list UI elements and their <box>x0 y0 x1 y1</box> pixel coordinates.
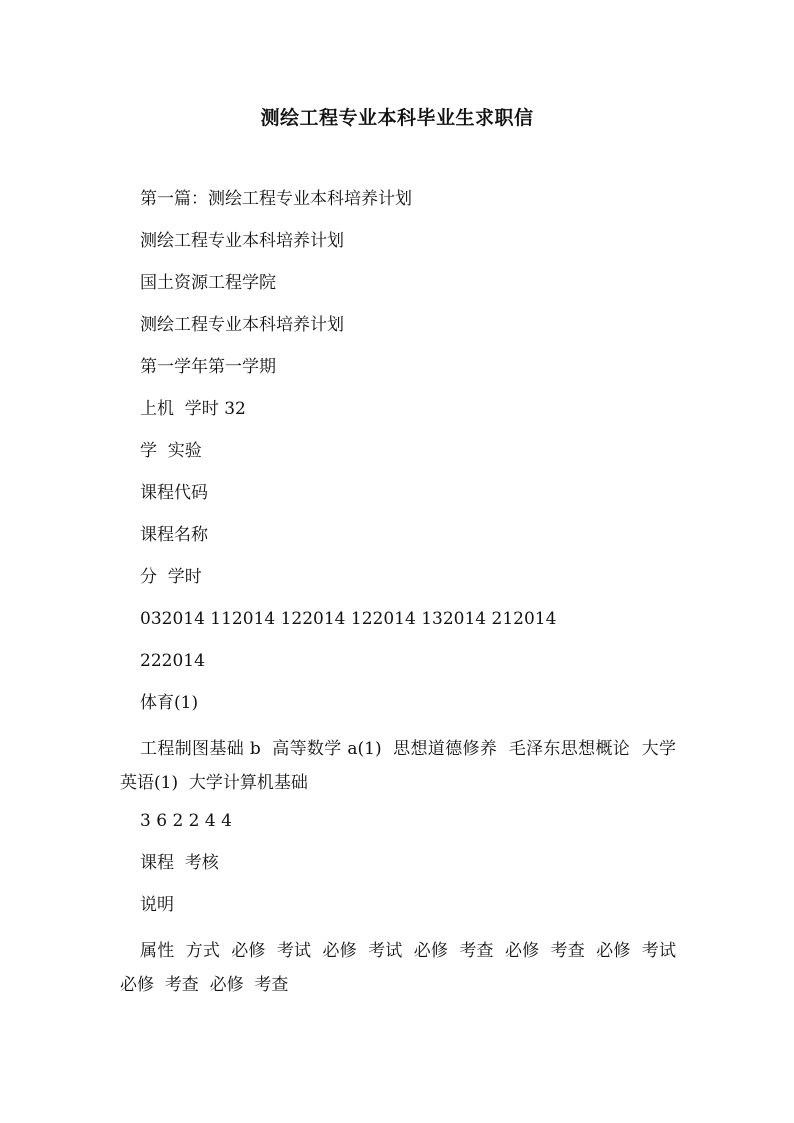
paragraph: 课程名称 <box>140 525 208 545</box>
paragraph: 工程制图基础 b 高等数学 a(1) 思想道德修养 毛泽东思想概论 大学英语(1) 大学计算机基础 <box>120 739 676 793</box>
paragraph: 3 6 2 2 4 4 <box>140 811 232 831</box>
paragraph: 说明 <box>140 895 174 915</box>
paragraph: 属性 方式 必修 考试 必修 考试 必修 考查 必修 考查 必修 考试 必修 考查 必修 考查 <box>120 941 687 995</box>
document-title: 测绘工程专业本科毕业生求职信 <box>260 107 534 129</box>
paragraph: 课程代码 <box>140 483 208 503</box>
document-body <box>120 186 687 1010</box>
paragraph: 上机 学时 32 <box>140 399 246 419</box>
paragraph: 测绘工程专业本科培养计划 <box>140 315 344 335</box>
paragraph: 学 实验 <box>140 441 202 461</box>
paragraph: 第一篇：测绘工程专业本科培养计划 <box>140 189 412 209</box>
paragraph: 测绘工程专业本科培养计划 <box>140 231 344 251</box>
paragraph: 体育(1) <box>140 693 199 713</box>
paragraph: 课程 考核 <box>140 853 219 873</box>
paragraph: 032014 112014 122014 122014 132014 212014 <box>140 609 557 629</box>
paragraph: 国土资源工程学院 <box>140 273 276 293</box>
paragraph: 分 学时 <box>140 567 202 587</box>
paragraph: 222014 <box>140 651 205 671</box>
paragraph: 第一学年第一学期 <box>140 357 276 377</box>
